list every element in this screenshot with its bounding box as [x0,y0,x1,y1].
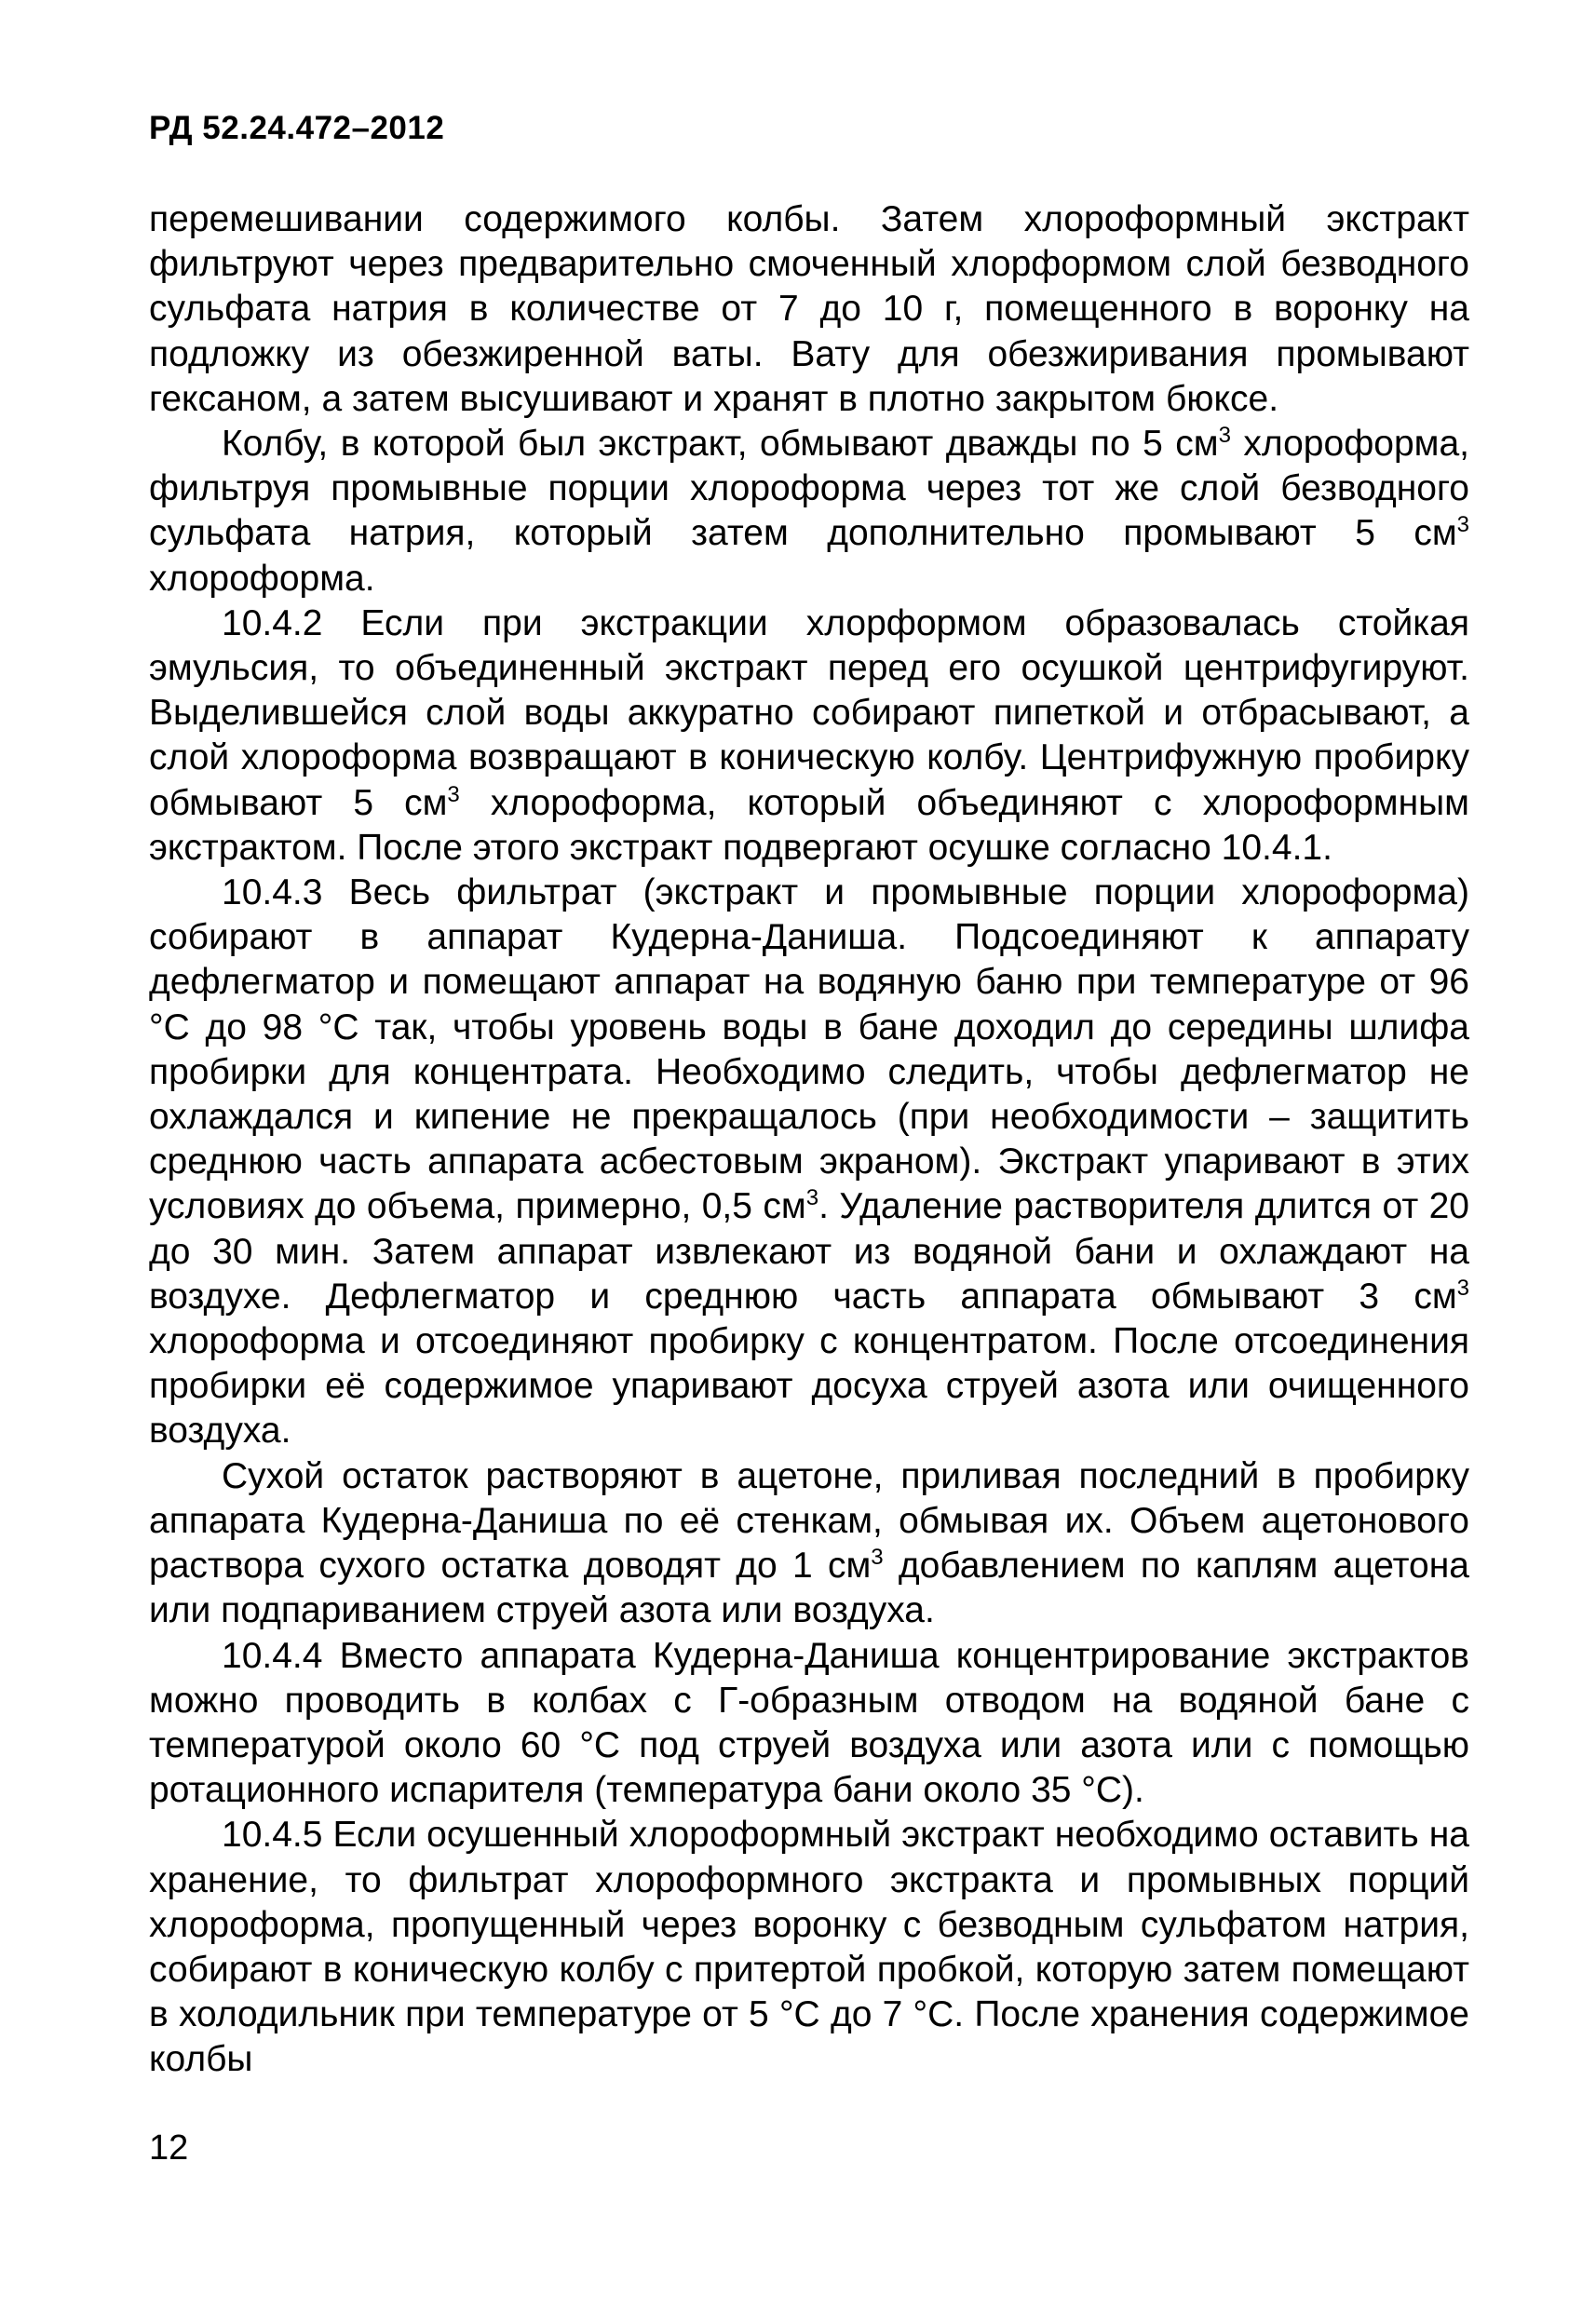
paragraph-text: добавлением по каплям ацетона или подпариванием струей азота или воздуха. [149,1546,1469,1631]
paragraph [149,422,1469,601]
paragraph [149,1813,1469,2082]
paragraph-text: 10.4.2 Если при экстракции хлорформом образовалась стойкая эмульсия, то объединенный экстракт перед его осушкой центрифугируют. Выделившейся слой воды аккуратно собирают пипеткой и отбрасывают, а слой хлороформа возвращают в коническую колбу. Центрифужную пробирку обмывают 5 см [149,602,1469,823]
paragraph [149,1454,1469,1634]
paragraph-text: 10.4.3 Весь фильтрат (экстракт и промывные порции хлороформа) собирают в аппарат Кудерна-Даниша. Подсоединяют к аппарату дефлегматор и помещают аппарат на водяную баню при температуре от 96 °С до 98 °С так, чтобы уровень воды в бане доходил до середины шлифа пробирки для концентрата. Необходимо следить, чтобы дефлегматор не охлаждался и кипение не прекращалось (при необходимости – защитить среднюю часть аппарата асбестовым экраном). Экстракт упаривают в этих условиях до объема, примерно, 0,5 см [149,872,1469,1227]
superscript-exponent: 3 [1456,1275,1469,1301]
paragraph-text: хлороформа, который объединяют с хлороформным экстрактом. После этого экстракт подвергают осушке согласно 10.4.1. [149,782,1469,868]
document-body [149,197,1469,2083]
document-code-header: РД 52.24.472–2012 [149,110,445,146]
paragraph-text: хлороформа, фильтруя промывные порции хлороформа через тот же слой безводного сульфата натрия, который затем дополнительно промывают 5 см [149,424,1469,554]
paragraph-text: Сухой остаток растворяют в ацетоне, приливая последний в пробирку аппарата Кудерна-Даниша по её стенкам, обмывая их. Объем ацетонового раствора сухого остатка доводят до 1 см [149,1455,1469,1587]
superscript-exponent: 3 [447,781,460,807]
paragraph-text: 10.4.5 Если осушенный хлороформный экстракт необходимо оставить на хранение, то фильтрат хлороформного экстракта и промывных порций хлороформа, пропущенный через воронку с безводным сульфатом натрия, собирают в коническую колбу с притертой пробкой, которую затем помещают в холодильник при температуре от 5 °С до 7 °С. После хранения содержимое колбы [149,1815,1469,2080]
page-number: 12 [149,2128,189,2168]
superscript-exponent: 3 [805,1185,819,1211]
paragraph-text: Колбу, в которой был экстракт, обмывают дважды по 5 см [222,424,1219,465]
superscript-exponent: 3 [871,1545,884,1571]
paragraph-text: 10.4.4 Вместо аппарата Кудерна-Даниша концентрирование экстрактов можно проводить в колбах с Г-образным отводом на водяной бане с температурой около 60 °С под струей воздуха или азота или с помощью ротационного испарителя (температура бани около 35 °С). [149,1635,1469,1811]
paragraph [149,601,1469,871]
paragraph [149,197,1469,422]
paragraph-text: . Удаление растворителя длится от 20 до 30 мин. Затем аппарат извлекают из водяной бани и охлаждают на воздухе. Дефлегматор и среднюю часть аппарата обмывают 3 см [149,1186,1469,1317]
paragraph-text: хлороформа и отсоединяют пробирку с концентратом. После отсоединения пробирки её содержимое упаривают досуха струей азота или очищенного воздуха. [149,1321,1469,1452]
superscript-exponent: 3 [1456,512,1469,538]
paragraph-text: перемешивании содержимого колбы. Затем хлороформный экстракт фильтруют через предварительно смоченный хлорформом слой безводного сульфата натрия в количестве от 7 до 10 г, помещенного в воронку на подложку из обезжиренной ваты. Вату для обезжиривания промывают гексаном, а затем высушивают и хранят в плотно закрытом бюксе. [149,199,1469,419]
superscript-exponent: 3 [1218,423,1231,449]
paragraph [149,871,1469,1454]
paragraph [149,1634,1469,1814]
paragraph-text: хлороформа. [149,558,375,599]
